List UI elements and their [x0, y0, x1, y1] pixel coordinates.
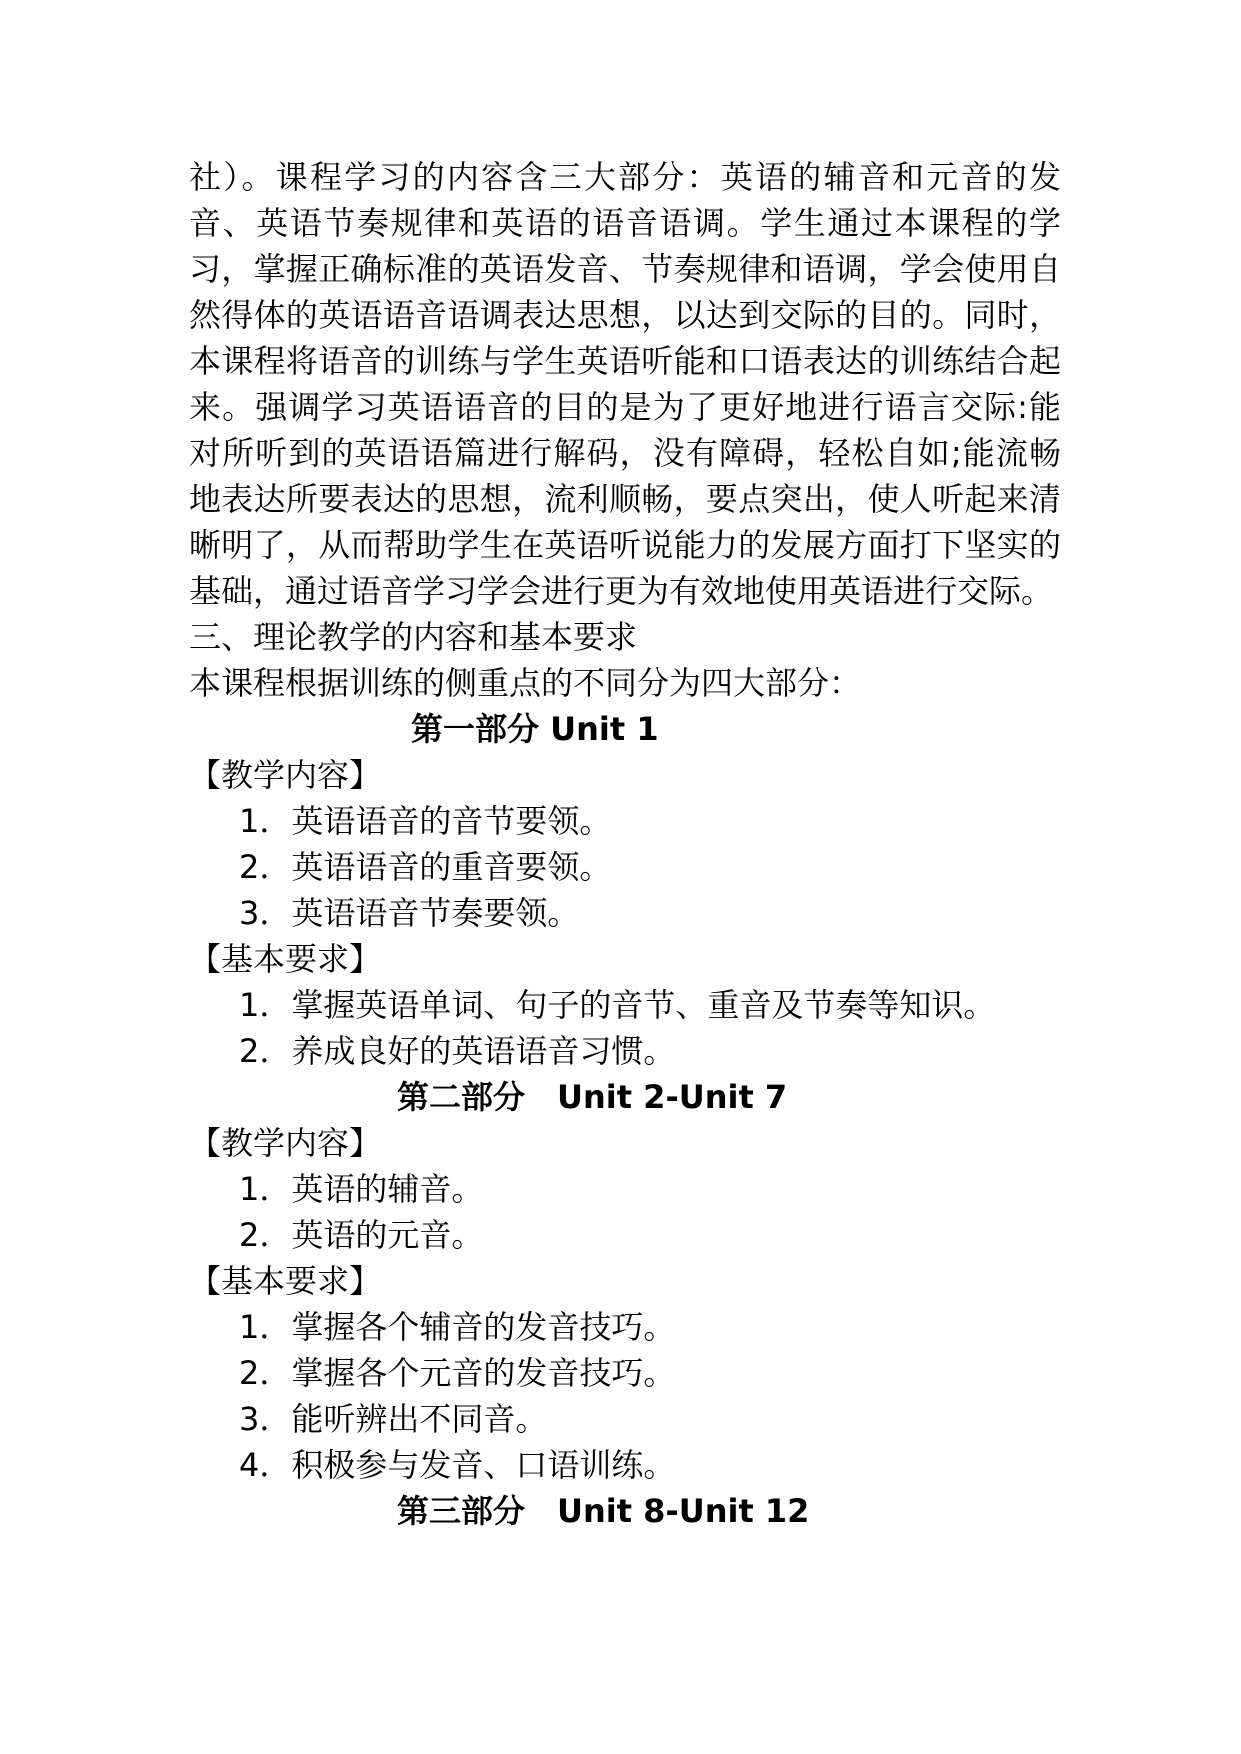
- part2-title: 第二部分 Unit 2-Unit 7: [397, 1078, 788, 1116]
- part2-req-item: 2．掌握各个元音的发音技巧。: [239, 1354, 676, 1392]
- part1-content-item: 1．英语语音的音节要领。: [239, 802, 612, 840]
- part2-req-label: 【基本要求】: [189, 1262, 382, 1300]
- section-intro: 本课程根据训练的侧重点的不同分为四大部分：: [189, 664, 862, 702]
- part1-content-item: 2．英语语音的重音要领。: [239, 848, 612, 886]
- part2-content-label: 【教学内容】: [189, 1124, 382, 1162]
- part1-content-item: 3．英语语音节奏要领。: [239, 894, 580, 932]
- document-body: [189, 154, 1061, 1534]
- part2-content-item: 1．英语的辅音。: [239, 1170, 484, 1208]
- part1-req-item: 1．掌握英语单词、句子的音节、重音及节奏等知识。: [239, 986, 996, 1024]
- part1-title: 第一部分 Unit 1: [411, 710, 659, 748]
- intro-paragraph: 社）。课程学习的内容含三大部分：英语的辅音和元音的发音、英语节奏规律和英语的语音语调。学生通过本课程的学习，掌握正确标准的英语发音、节奏规律和语调，学会使用自然得体的英语语音语调表达思想，以达到交际的目的。同时，本课程将语音的训练与学生英语听能和口语表达的训练结合起来。强调学习英语语音的目的是为了更好地进行语言交际:能对所听到的英语语篇进行解码，没有障碍，轻松自如;能流畅地表达所要表达的思想，流利顺畅，要点突出，使人听起来清晰明了，从而帮助学生在英语听说能力的发展方面打下坚实的基础，通过语音学习学会进行更为有效地使用英语进行交际。: [189, 158, 1061, 610]
- part1-req-label: 【基本要求】: [189, 940, 382, 978]
- part1-req-item: 2．养成良好的英语语音习惯。: [239, 1032, 676, 1070]
- part2-content-item: 2．英语的元音。: [239, 1216, 484, 1254]
- part2-req-item: 3．能听辨出不同音。: [239, 1400, 548, 1438]
- section-heading: 三、理论教学的内容和基本要求: [189, 618, 638, 656]
- part2-req-item: 1．掌握各个辅音的发音技巧。: [239, 1308, 676, 1346]
- part2-req-item: 4．积极参与发音、口语训练。: [239, 1446, 676, 1484]
- part1-content-label: 【教学内容】: [189, 756, 382, 794]
- part3-title: 第三部分 Unit 8-Unit 12: [397, 1492, 810, 1530]
